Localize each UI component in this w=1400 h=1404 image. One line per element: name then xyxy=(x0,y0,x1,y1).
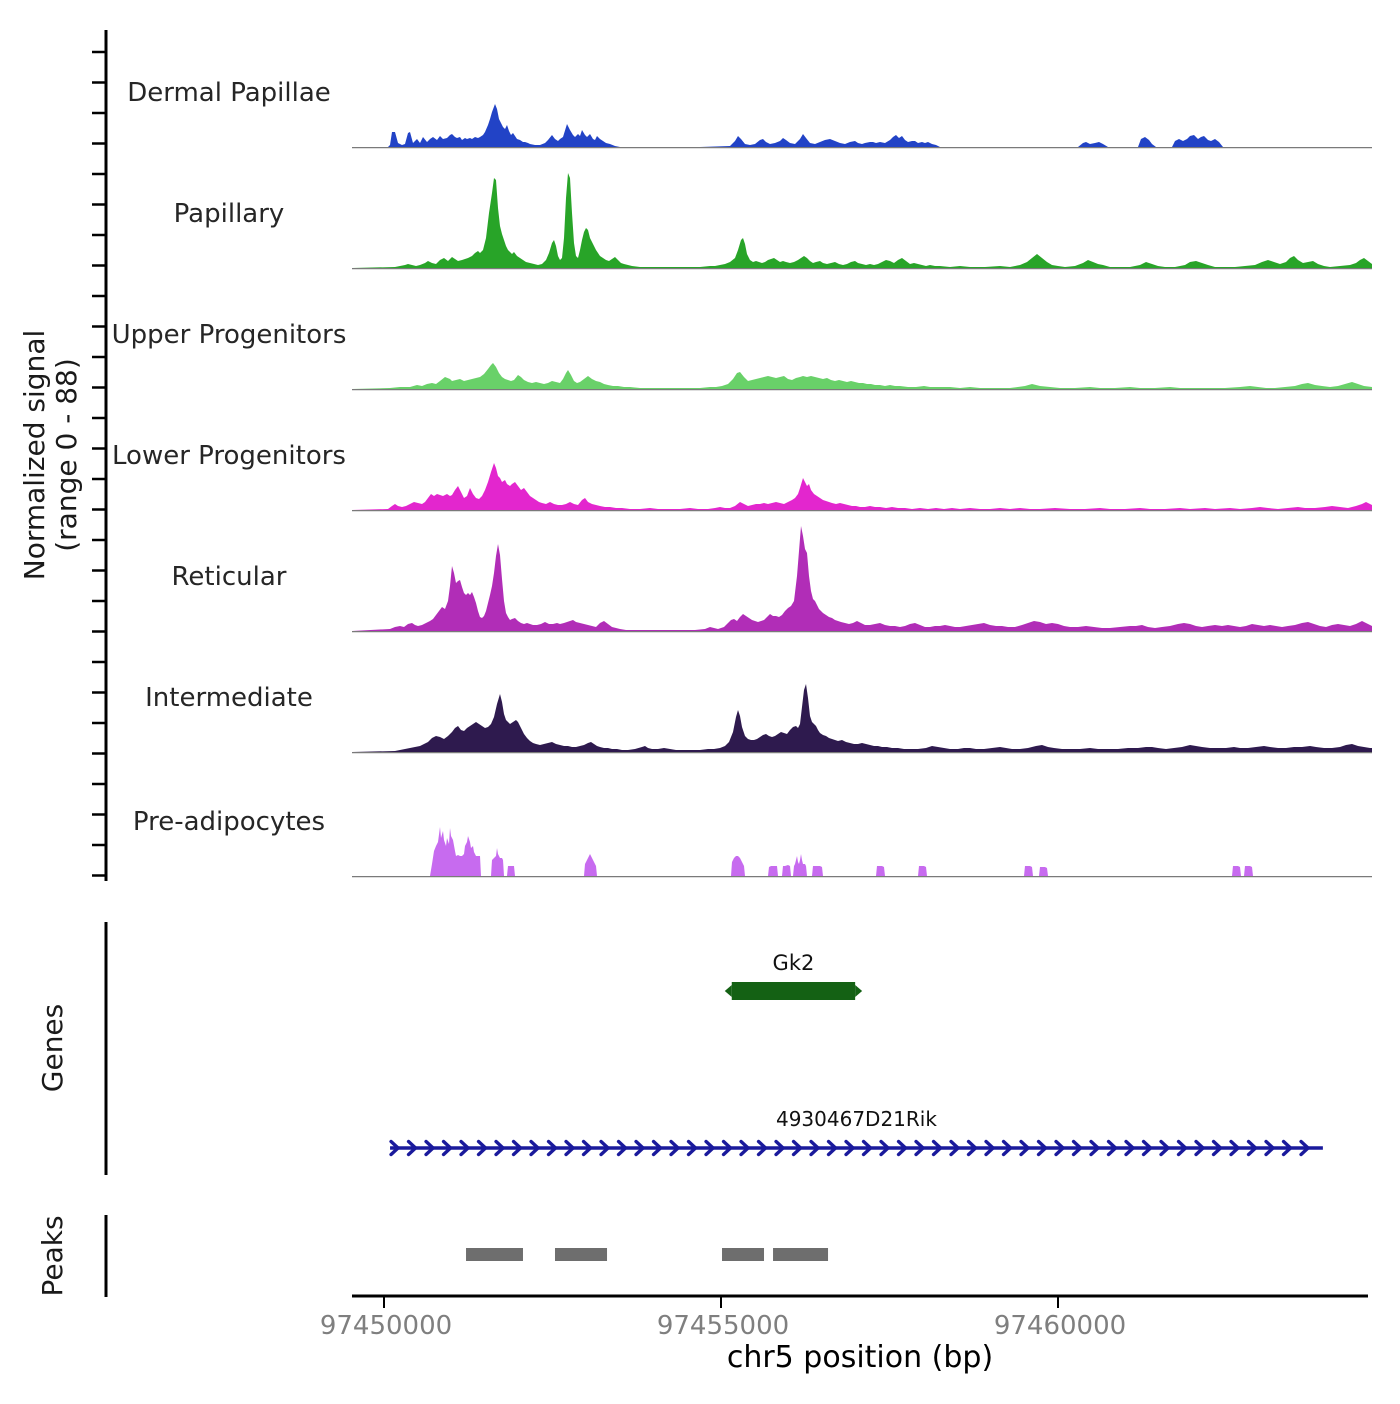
x-axis-tick-label: 97455000 xyxy=(656,1311,790,1341)
peaks-section-label: Peaks xyxy=(36,1215,69,1297)
peak-interval xyxy=(466,1248,523,1261)
gene-label-gk2: Gk2 xyxy=(772,951,815,975)
track-label-intermediate: Intermediate xyxy=(145,683,313,713)
genes-spine xyxy=(105,922,108,1175)
track-label-reticular: Reticular xyxy=(171,562,287,592)
signal-area-intermediate xyxy=(352,684,1372,752)
gene-box-gk2 xyxy=(732,982,855,1000)
signal-area-lower-progenitors xyxy=(352,463,1372,510)
track-label-papillary: Papillary xyxy=(173,199,285,229)
peaks-spine xyxy=(105,1215,108,1297)
signal-area-dermal-papillae xyxy=(352,104,1372,147)
gene-models xyxy=(390,951,1323,1155)
genes-section xyxy=(36,922,1323,1175)
peak-interval xyxy=(555,1248,607,1261)
track-label-upper-progenitors: Upper Progenitors xyxy=(111,320,347,350)
signal-y-spine xyxy=(105,30,108,881)
signal-area-upper-progenitors xyxy=(352,363,1372,389)
gene-box-left-tip-gk2 xyxy=(725,985,732,997)
gene-box-right-tip-gk2 xyxy=(855,985,862,997)
signal-tracks xyxy=(112,78,1372,877)
signal-area-pre-adipocytes xyxy=(352,827,1372,876)
x-axis-tick-label: 97460000 xyxy=(993,1311,1127,1341)
signal-axis xyxy=(18,30,108,881)
y-axis-label-line1: Normalized signal xyxy=(18,329,51,581)
peaks-section xyxy=(36,1215,828,1297)
peak-intervals xyxy=(466,1248,828,1261)
x-axis xyxy=(320,1296,1368,1375)
signal-area-reticular xyxy=(352,526,1372,631)
genes-section-label: Genes xyxy=(36,1003,69,1093)
track-label-pre-adipocytes: Pre-adipocytes xyxy=(132,807,326,837)
y-axis-label-line2: (range 0 - 88) xyxy=(50,358,83,552)
x-axis-tick-label: 97450000 xyxy=(319,1311,453,1341)
gene-label-4930467d21rik: 4930467D21Rik xyxy=(775,1107,937,1131)
peak-interval xyxy=(773,1248,828,1261)
peak-interval xyxy=(722,1248,764,1261)
x-axis-ticks xyxy=(320,1297,1126,1341)
x-axis-title: chr5 position (bp) xyxy=(726,1340,994,1375)
signal-y-ticks xyxy=(92,52,105,876)
signal-area-papillary xyxy=(352,173,1372,268)
track-label-dermal-papillae: Dermal Papillae xyxy=(127,78,331,108)
track-label-lower-progenitors: Lower Progenitors xyxy=(112,441,346,471)
